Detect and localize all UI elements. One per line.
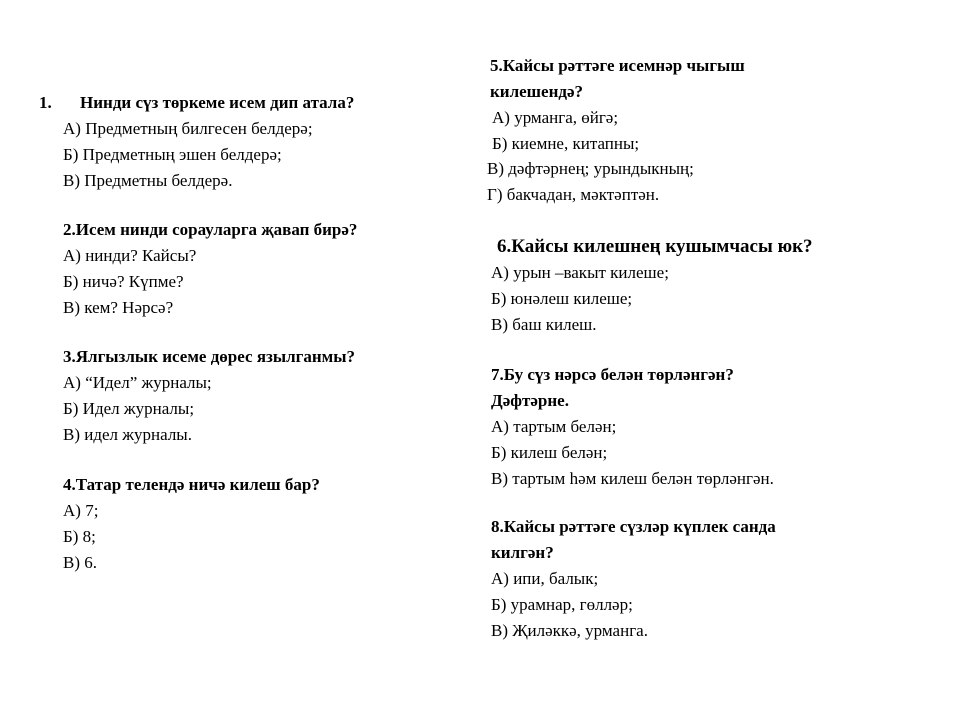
question-5-option-c: В) дәфтәрнең; урындыкның; (487, 159, 694, 178)
question-5-text-line-2: килешендә? (490, 82, 584, 101)
question-6-option-a: А) урын –вакыт килеше; (491, 263, 669, 282)
question-8-text-line-2: килгән? (491, 543, 554, 562)
question-4 (63, 472, 320, 576)
question-2 (63, 217, 357, 321)
question-1-option-a: А) Предметның билгесен белдерә; (63, 119, 313, 138)
question-7-option-c: В) тартым һәм килеш белән төрләнгән. (491, 469, 774, 488)
question-4-option-b: Б) 8; (63, 527, 96, 546)
question-2-option-c: В) кем? Нәрсә? (63, 298, 174, 317)
question-7-text-line-2: Дәфтәрне. (491, 391, 569, 410)
question-7-option-a: А) тартым белән; (491, 417, 617, 436)
question-2-option-a: А) нинди? Кайсы? (63, 246, 197, 265)
question-8-option-a: А) ипи, балык; (491, 569, 599, 588)
question-6-option-b: Б) юнәлеш килеше; (491, 289, 633, 308)
question-4-option-c: В) 6. (63, 553, 97, 572)
question-5-options-ab (492, 105, 639, 157)
question-4-text: 4.Татар телендә ничә килеш бар? (63, 475, 320, 494)
question-5-option-b: Б) киемне, китапны; (492, 134, 640, 153)
question-8-text-line-1: 8.Кайсы рәттәге сүзләр күплек санда (491, 517, 776, 536)
question-5 (490, 53, 745, 105)
question-1-option-b: Б) Предметның эшен белдерә; (63, 145, 282, 164)
question-5-option-a: А) урманга, өйгә; (492, 108, 619, 127)
question-6-option-c: В) баш килеш. (491, 315, 597, 334)
question-3-option-c: В) идел журналы. (63, 425, 192, 444)
question-1-options (63, 116, 313, 194)
question-1-number: 1. (39, 93, 52, 112)
question-8-option-b: Б) урамнар, гөлләр; (491, 595, 633, 614)
question-8-option-c: В) Җиләккә, урманга. (491, 621, 648, 640)
question-2-option-b: Б) ничә? Күпме? (63, 272, 184, 291)
question-6-options (491, 260, 669, 338)
question-4-option-a: А) 7; (63, 501, 99, 520)
question-6 (497, 234, 813, 260)
question-3 (63, 344, 355, 448)
question-6-text: 6.Кайсы килешнең кушымчасы юк? (497, 236, 813, 257)
question-5-options-cd (487, 156, 694, 208)
question-3-option-b: Б) Идел журналы; (63, 399, 195, 418)
question-7 (491, 362, 774, 492)
question-7-option-b: Б) килеш белән; (491, 443, 608, 462)
question-1-option-c: В) Предметны белдерә. (63, 171, 233, 190)
question-1 (80, 90, 354, 116)
question-1-text: Нинди сүз төркеме исем дип атала? (80, 93, 355, 112)
question-3-option-a: А) “Идел” журналы; (63, 373, 212, 392)
question-5-option-d: Г) бакчадан, мәктәптән. (487, 185, 660, 204)
question-2-text: 2.Исем нинди сорауларга җавап бирә? (63, 220, 358, 239)
question-8 (491, 514, 776, 644)
question-3-text: 3.Ялгызлык исеме дөрес язылганмы? (63, 347, 356, 366)
question-7-text-line-1: 7.Бу сүз нәрсә белән төрләнгән? (491, 365, 734, 384)
question-5-text-line-1: 5.Кайсы рәттәге исемнәр чыгыш (490, 56, 745, 75)
